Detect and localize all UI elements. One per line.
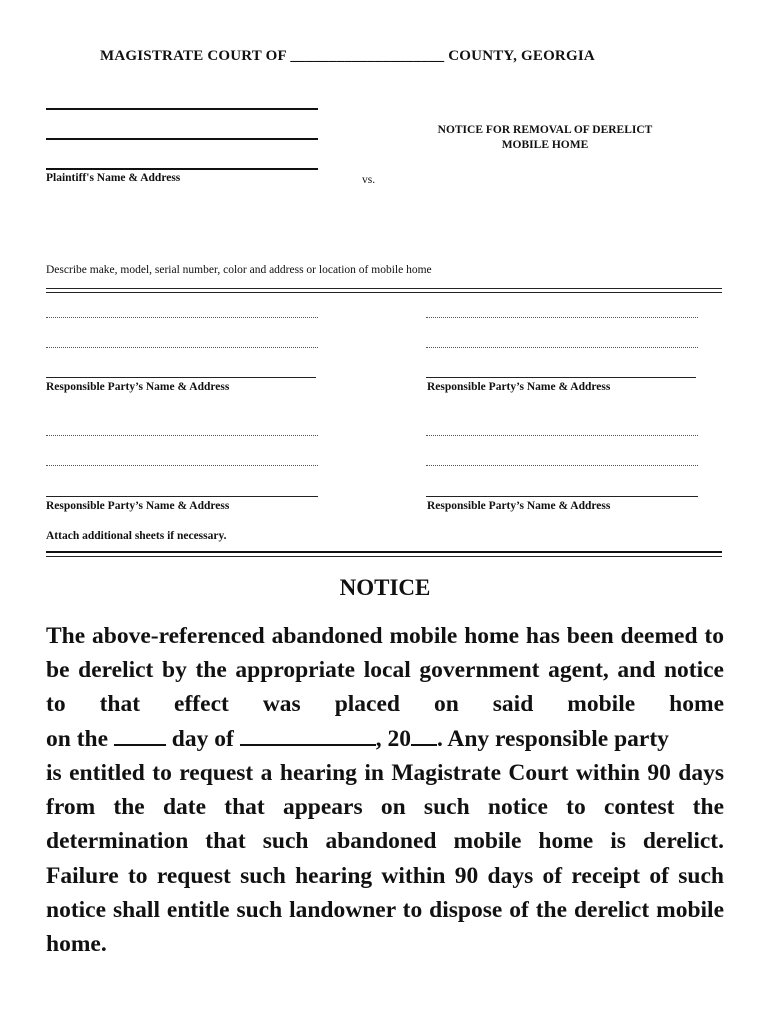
notice-text-b: is entitled to request a hearing in Magistrate Court within 90 days from the date that appears on such notice to contest the determination that such abandoned mobile home is derelict. Failure to request such hearing within 90 days of receipt of such notice shall entitle such landowner to dispose of the derelict mobile home. <box>46 760 724 958</box>
section-rule-1 <box>46 551 722 553</box>
notice-date-line <box>46 722 724 756</box>
form-title <box>400 123 690 153</box>
attach-note: Attach additional sheets if necessary. <box>46 530 227 542</box>
notice-text-a: The above-referenced abandoned mobile home has been deemed to be derelict by the appropriate local government agent, and notice to that effect was placed on said mobile home <box>46 623 724 718</box>
rp4-line-2[interactable] <box>426 465 698 466</box>
rp3-label: Responsible Party’s Name & Address <box>46 500 230 512</box>
rp4-label: Responsible Party’s Name & Address <box>427 500 611 512</box>
day-blank[interactable] <box>114 726 166 746</box>
year-blank[interactable] <box>411 726 437 746</box>
rp3-line-3[interactable] <box>46 496 318 497</box>
rp2-line-3[interactable] <box>426 377 696 378</box>
court-header <box>100 48 595 65</box>
notice-paragraph-part1 <box>46 619 724 722</box>
rp4-line-1[interactable] <box>426 435 698 436</box>
rp1-label: Responsible Party’s Name & Address <box>46 381 230 393</box>
rp1-line-2[interactable] <box>46 347 318 348</box>
notice-paragraph-part2 <box>46 756 724 961</box>
rp2-line-2[interactable] <box>426 347 698 348</box>
rp4-line-3[interactable] <box>426 496 698 497</box>
after-year-text: . Any responsible party <box>436 726 669 752</box>
section-rule-2 <box>46 556 722 557</box>
form-title-line1: NOTICE FOR REMOVAL OF DERELICT <box>437 124 653 136</box>
court-suffix: COUNTY, GEORGIA <box>448 48 595 64</box>
plaintiff-line-3[interactable] <box>46 168 318 170</box>
rp1-line-1[interactable] <box>46 317 318 318</box>
rp2-line-1[interactable] <box>426 317 698 318</box>
describe-label: Describe make, model, serial number, color and address or location of mobile home <box>46 264 432 276</box>
notice-title: NOTICE <box>339 575 431 600</box>
describe-rule-2 <box>46 292 722 293</box>
year-prefix: , 20 <box>375 726 411 752</box>
plaintiff-label: Plaintiff's Name & Address <box>46 172 181 184</box>
rp3-line-2[interactable] <box>46 465 318 466</box>
plaintiff-line-1[interactable] <box>46 108 318 110</box>
on-the-text: on the <box>46 726 109 752</box>
vs-label: vs. <box>362 174 376 186</box>
county-blank[interactable]: ____________________ <box>290 48 445 64</box>
form-title-line2: MOBILE HOME <box>501 139 589 151</box>
day-of-text: day of <box>171 726 234 752</box>
rp2-label: Responsible Party’s Name & Address <box>427 381 611 393</box>
court-prefix: MAGISTRATE COURT OF <box>100 48 287 64</box>
plaintiff-line-2[interactable] <box>46 138 318 140</box>
rp3-line-1[interactable] <box>46 435 318 436</box>
describe-rule-1[interactable] <box>46 288 722 289</box>
rp1-line-3[interactable] <box>46 377 316 378</box>
month-blank[interactable] <box>240 726 376 746</box>
